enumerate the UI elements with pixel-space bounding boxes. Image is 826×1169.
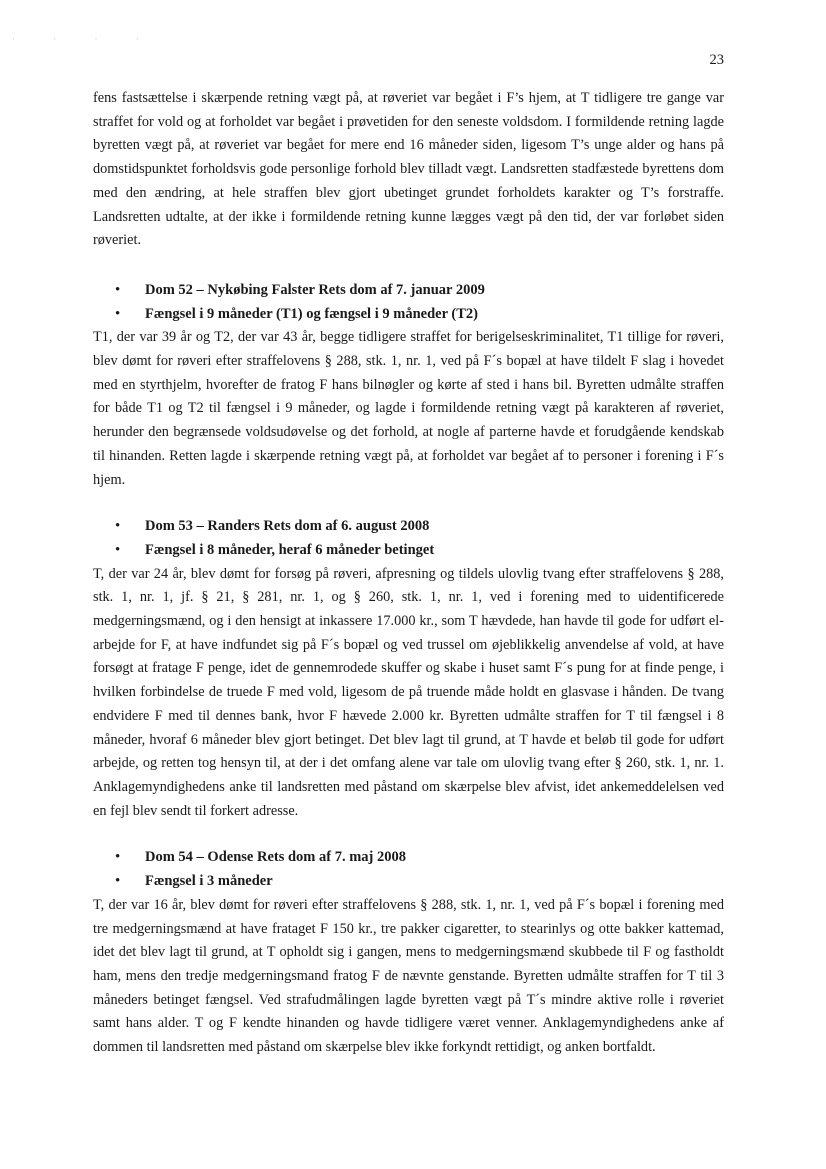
case-52-sentence: • Fængsel i 9 måneder (T1) og fængsel i 9 måneder (T2) <box>93 303 724 327</box>
case-52-bullets <box>93 279 724 326</box>
case-53-sentence: • Fængsel i 8 måneder, heraf 6 måneder betinget <box>93 539 724 563</box>
case-54-bullets <box>93 846 724 893</box>
case-53-heading: • Dom 53 – Randers Rets dom af 6. august 2008 <box>93 515 724 539</box>
scan-artifact: · · · · <box>12 34 157 44</box>
case-53-text: T, der var 24 år, blev dømt for forsøg på røveri, afpresning og tildels ulovlig tvang efter straffelovens § 288, stk. 1, nr. 1, jf. § 21, § 281, nr. 1, og § 260, stk. 1, nr. 1, ved i forening med to uidentificerede medgerningsmænd, og i den hensigt at inkassere 17.000 kr., som T hævdede, han havde til gode for udført el-arbejde for F, at have indfundet sig på F´s bopæl og ved trussel om øjeblikkelig anvendelse af vold, at have forsøgt at fratage F penge, idet de gennemrodede skuffer og skabe i huset samt F´s pung for at finde penge, i hvilken forbindelse de truede F med vold, ligesom de på truende måde holdt en glasvase i hånden. De tvang endvidere F med til dennes bank, hvor F hævede 2.000 kr. Byretten udmålte straffen for T til fængsel i 8 måneder, hvoraf 6 måneder blev gjort betinget. Det blev lagt til grund, at T havde et beløb til gode for udført arbejde, og retten tog hensyn til, at der i det omfang alene var tale om ulovlig tvang efter § 260, stk. 1, nr. 1. Anklagemyndighedens anke til landsretten med påstand om skærpelse blev afvist, idet ankemeddelelsen ved en fejl blev sendt til forkert adresse. <box>93 565 724 819</box>
case-52-text: T1, der var 39 år og T2, der var 43 år, begge tidligere straffet for berigelseskriminalitet, T1 tillige for røveri, blev dømt for røveri efter straffelovens § 288, stk. 1, nr. 1, ved på F´s bopæl at have tildelt F slag i hovedet med en styrthjelm, hvorefter de fratog F hans bilnøgler og kørte af sted i hans bil. Byretten udmålte straffen for både T1 og T2 til fængsel i 9 måneder, og lagde i formildende retning vægt på karakteren af røveriet, herunder den begrænsede voldsudøvelse og det forhold, at nogle af parterne havde et forudgående kendskab til hinanden. Retten lagde i skærpende retning vægt på, at forholdet var begået af to personer i forening i F´s hjem. <box>93 329 724 488</box>
case-54-sentence: • Fængsel i 3 måneder <box>93 870 724 894</box>
spacer <box>93 253 724 279</box>
case-52-heading: • Dom 52 – Nykøbing Falster Rets dom af 7. januar 2009 <box>93 279 724 303</box>
case-52 <box>93 279 724 492</box>
case-53 <box>93 515 724 823</box>
page-content <box>93 87 724 1060</box>
case-54 <box>93 846 724 1059</box>
spacer <box>93 823 724 846</box>
opening-paragraph: fens fastsættelse i skærpende retning vægt på, at røveriet var begået i F’s hjem, at T tidligere tre gange var straffet for vold og at forholdet var begået i prøvetiden for den seneste voldsdom. I formildende retning lagde byretten vægt på, at røveriet var begået for mere end 16 måneder siden, ligesom T’s unge alder og hans på domstidspunktet forholdsvis gode personlige forhold blev tilladt vægt. Landsretten stadfæstede byrettens dom med den ændring, at hele straffen blev gjort ubetinget grundet forholdets karakter og T’s forstraffe. Landsretten udtalte, at der ikke i formildende retning kunne lægges vægt på den tid, der var forløbet siden røveriet. <box>93 90 724 249</box>
case-53-bullets <box>93 515 724 562</box>
case-54-heading: • Dom 54 – Odense Rets dom af 7. maj 2008 <box>93 846 724 870</box>
page-number: 23 <box>709 52 724 68</box>
case-54-text: T, der var 16 år, blev dømt for røveri efter straffelovens § 288, stk. 1, nr. 1, ved på F´s bopæl i forening med tre medgerningsmænd at have frataget F 150 kr., tre pakker cigaretter, to stearinlys og otte bakker kattemad, idet det blev lagt til grund, at T opholdt sig i gangen, mens to medgerningsmænd skubbede til F og fastholdt ham, mens den tredje medgerningsmand fratog F de nævnte genstande. Byretten udmålte straffen for T til 3 måneders betinget fængsel. Ved strafudmålingen lagde byretten vægt på T´s mindre aktive rolle i røveriet samt hans alder. T og F kendte hinanden og havde tidligere været venner. Anklagemyndighedens anke af dommen til landsretten med påstand om skærpelse blev ikke forkyndt rettidigt, og anken bortfaldt. <box>93 896 724 1056</box>
spacer <box>93 492 724 515</box>
